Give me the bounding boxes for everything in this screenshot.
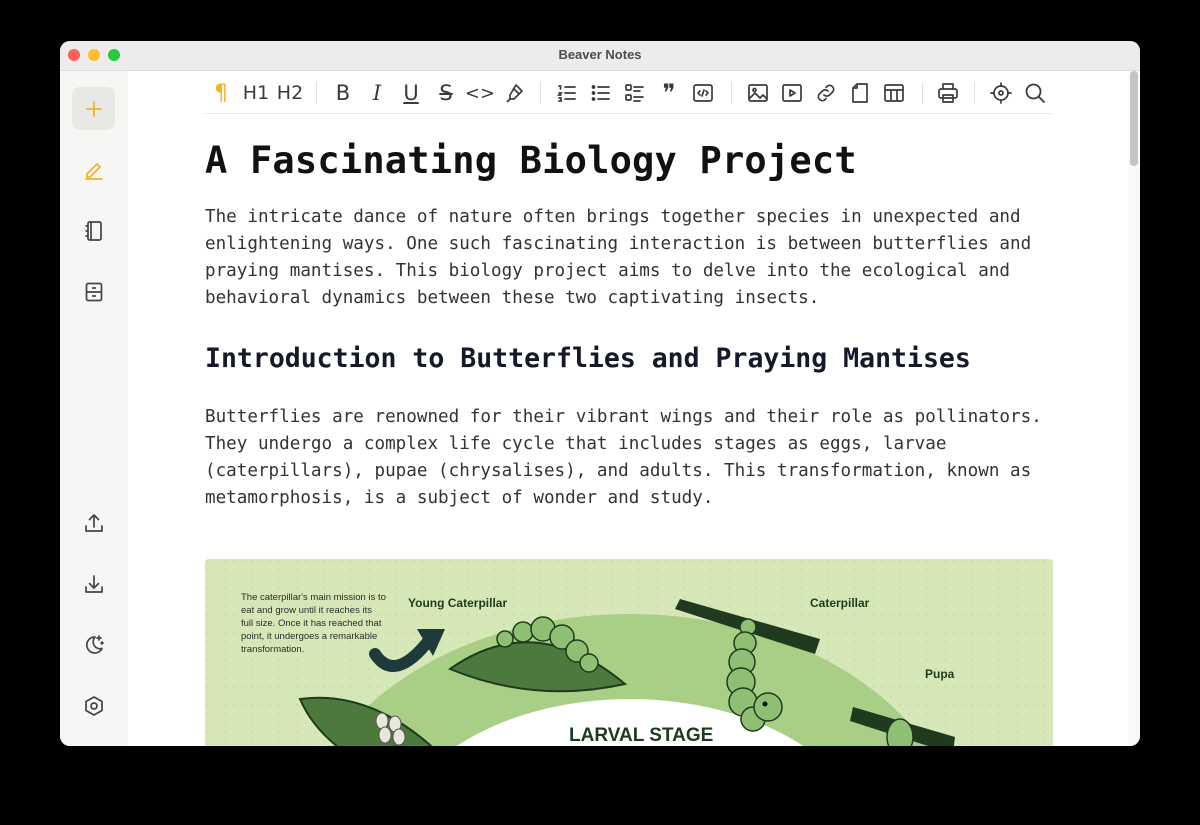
toolbar-divider (974, 82, 975, 104)
heading2-button[interactable] (275, 79, 305, 107)
ordered-list-button[interactable] (553, 79, 581, 107)
note-editor[interactable] (205, 137, 1055, 512)
focus-mode-button[interactable] (987, 79, 1015, 107)
download-icon (82, 572, 106, 596)
heading2-label: H2 (276, 82, 304, 104)
printer-icon (936, 81, 960, 105)
bold-icon: B (335, 81, 351, 105)
settings-button[interactable] (72, 684, 115, 727)
bullet-list-icon (589, 81, 613, 105)
link-icon (814, 81, 838, 105)
ordered-list-icon (555, 81, 579, 105)
sidebar-item-notes[interactable] (72, 148, 115, 191)
toolbar-divider (731, 82, 732, 104)
sidebar-item-notebooks[interactable] (72, 209, 115, 252)
highlighter-icon (502, 81, 526, 105)
scrollbar-track[interactable] (1128, 71, 1140, 746)
pencil-icon (82, 158, 106, 182)
code-block-icon (691, 81, 715, 105)
settings-hexagon-icon (82, 694, 106, 718)
moon-stars-icon (82, 633, 106, 657)
toolbar-divider (540, 82, 541, 104)
notebook-icon (82, 219, 106, 243)
crosshair-icon (989, 81, 1013, 105)
archive-icon (82, 280, 106, 304)
window-title: Beaver Notes (558, 47, 642, 62)
strikethrough-icon: S (439, 81, 453, 105)
strikethrough-button[interactable] (432, 79, 460, 107)
quote-icon: ❞ (662, 79, 676, 107)
insert-video-button[interactable] (778, 79, 806, 107)
title-bar (60, 41, 1140, 71)
note-title: A Fascinating Biology Project (205, 139, 857, 182)
heading1-label: H1 (242, 82, 270, 104)
toolbar-divider (922, 82, 923, 104)
toolbar-divider (316, 82, 317, 104)
editor-toolbar (205, 71, 1052, 114)
italic-icon: I (372, 81, 382, 105)
search-icon (1023, 81, 1047, 105)
insert-image-button[interactable] (744, 79, 772, 107)
highlight-button[interactable] (500, 79, 528, 107)
code-icon: <> (464, 82, 496, 104)
plus-icon (82, 97, 106, 121)
print-button[interactable] (934, 79, 962, 107)
paragraph-icon: ¶ (214, 80, 228, 106)
checklist-icon (623, 81, 647, 105)
table-icon (882, 81, 906, 105)
body-paragraph: Butterflies are renowned for their vibrant wings and their role as pollinators. They undergo a complex life cycle that includes stages as eggs, larvae (caterpillars), pupae (chrysalises), and adults. This transformation, known as metamorphosis, is a subject of wonder and study. (205, 407, 1042, 508)
intro-paragraph: The intricate dance of nature often brings together species in unexpected and enlightening ways. One such fascinating interaction is between butterflies and praying mantises. This biology project aims to delve into the ecological and behavioral dynamics between these two captivating insects. (205, 207, 1032, 308)
section-heading: Introduction to Butterflies and Praying Mantises (205, 343, 971, 374)
import-button[interactable] (72, 562, 115, 605)
scrollbar-thumb[interactable] (1130, 71, 1138, 166)
embedded-image[interactable] (205, 559, 1053, 746)
bullet-list-button[interactable] (587, 79, 615, 107)
figure-caption: The caterpillar's main mission is to eat and grow until it reaches its full size. Once it has reached that point, it undergoes a remarkable transformation. (241, 592, 386, 655)
label-caterpillar: Caterpillar (810, 596, 870, 610)
italic-button[interactable] (363, 79, 391, 107)
sidebar (60, 71, 128, 746)
blockquote-button[interactable] (655, 79, 683, 107)
insert-table-button[interactable] (880, 79, 908, 107)
search-button[interactable] (1021, 79, 1049, 107)
code-block-button[interactable] (689, 79, 717, 107)
insert-link-button[interactable] (812, 79, 840, 107)
paragraph-button[interactable] (207, 79, 235, 107)
file-icon (848, 81, 872, 105)
app-window (60, 41, 1140, 746)
bold-button[interactable] (329, 79, 357, 107)
upload-icon (82, 511, 106, 535)
label-young-caterpillar: Young Caterpillar (408, 596, 508, 610)
image-icon (746, 81, 770, 105)
sidebar-item-archive[interactable] (72, 270, 115, 313)
label-larval-stage: LARVAL STAGE (569, 725, 714, 746)
task-list-button[interactable] (621, 79, 649, 107)
label-pupa: Pupa (925, 667, 955, 681)
export-button[interactable] (72, 501, 115, 544)
heading1-button[interactable] (241, 79, 271, 107)
underline-button[interactable] (397, 79, 425, 107)
dark-mode-toggle[interactable] (72, 623, 115, 666)
underline-icon: U (403, 81, 419, 105)
new-note-button[interactable] (72, 87, 115, 130)
insert-file-button[interactable] (846, 79, 874, 107)
inline-code-button[interactable] (466, 79, 494, 107)
video-icon (780, 81, 804, 105)
